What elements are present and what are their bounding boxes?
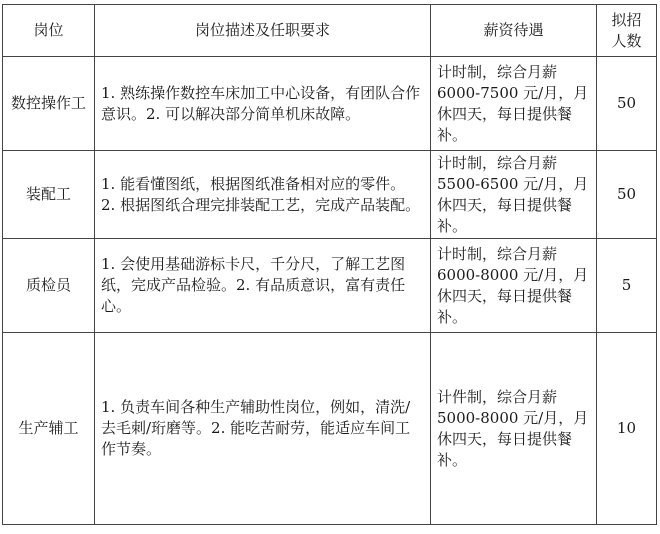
- header-salary: 薪资待遇: [431, 5, 597, 57]
- table-row: [3, 57, 657, 151]
- header-headcount: [597, 5, 657, 57]
- cell-description: 1. 会使用基础游标卡尺，千分尺，了解工艺图纸，完成产品检验。2. 有品质意识，富有责任心。: [95, 239, 431, 333]
- cell-headcount: 10: [597, 333, 657, 525]
- header-post: 岗位: [3, 5, 95, 57]
- header-headcount-line1: 拟招: [611, 10, 642, 29]
- table-row: [3, 239, 657, 333]
- cell-description: 1. 负责车间各种生产辅助性岗位，例如，清洗/去毛刺/珩磨等。2. 能吃苦耐劳，能适应车间工作节奏。: [95, 333, 431, 525]
- cell-post: 数控操作工: [3, 57, 95, 151]
- cell-description: 1. 熟练操作数控车床加工中心设备，有团队合作意识。2. 可以解决部分简单机床故障。: [95, 57, 431, 151]
- header-description: 岗位描述及任职要求: [95, 5, 431, 57]
- job-table: [2, 4, 657, 525]
- cell-post: 生产辅工: [3, 333, 95, 525]
- cell-post: 装配工: [3, 151, 95, 239]
- cell-salary: 计时制，综合月薪5500-6500 元/月，月休四天，每日提供餐补。: [431, 151, 597, 239]
- table-header-row: [3, 5, 657, 57]
- cell-headcount: 50: [597, 57, 657, 151]
- cell-headcount: 5: [597, 239, 657, 333]
- cell-salary: 计时制，综合月薪6000-7500 元/月，月休四天，每日提供餐补。: [431, 57, 597, 151]
- table-row: [3, 333, 657, 525]
- cell-salary: 计时制，综合月薪6000-8000 元/月，月休四天，每日提供餐补。: [431, 239, 597, 333]
- header-headcount-line2: 人数: [611, 31, 642, 50]
- cell-salary: 计件制，综合月薪5000-8000 元/月，月休四天，每日提供餐补。: [431, 333, 597, 525]
- cell-post: 质检员: [3, 239, 95, 333]
- cell-headcount: 50: [597, 151, 657, 239]
- table-row: [3, 151, 657, 239]
- cell-description: 1. 能看懂图纸，根据图纸准备相对应的零件。 2. 根据图纸合理完排装配工艺，完成产品装配。: [95, 151, 431, 239]
